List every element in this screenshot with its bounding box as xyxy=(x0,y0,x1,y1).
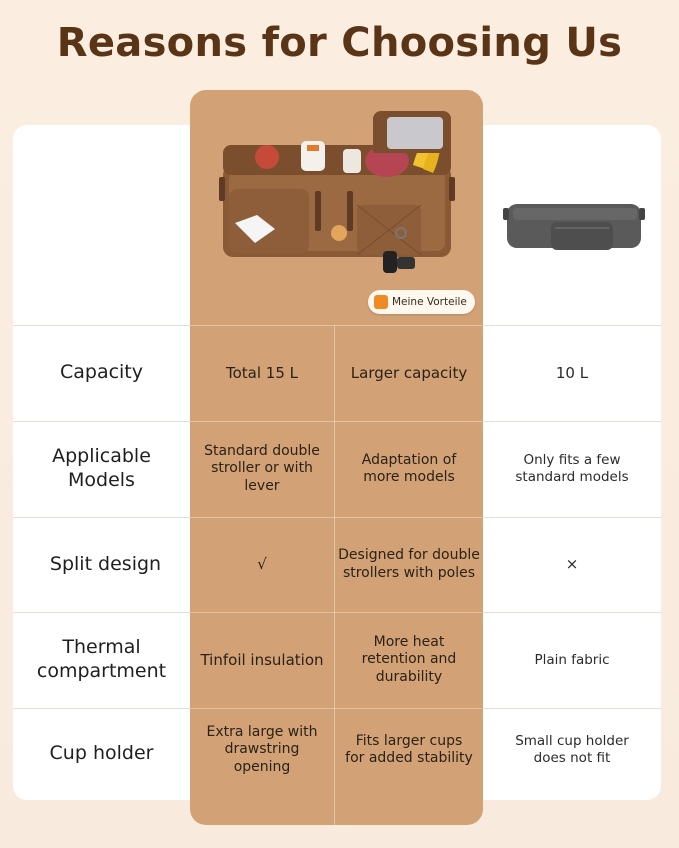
row-label-cup-holder: Cup holder xyxy=(49,742,154,765)
ours-benefit-cup-holder: Fits larger cups for added stability xyxy=(345,732,473,766)
row-label-split-design: Split design xyxy=(49,552,162,575)
page-title: Reasons for Choosing Us xyxy=(56,20,623,66)
ours-feature-split-design: √ xyxy=(257,555,267,574)
other-cup-holder: Small cup holder does not fit xyxy=(515,733,629,766)
ours-benefit-applicable-models: Adaptation of more models xyxy=(361,451,457,485)
badge-label: Meine Vorteile xyxy=(392,296,467,308)
brown-stroller-organizer-image xyxy=(215,105,460,290)
row-label-applicable-models: Applicable Models xyxy=(52,445,151,491)
ours-benefit-capacity: Larger capacity xyxy=(350,363,468,382)
ours-feature-thermal-compartment: Tinfoil insulation xyxy=(200,650,324,669)
ours-feature-cup-holder: Extra large with drawstring opening xyxy=(206,723,318,775)
other-capacity: 10 L xyxy=(555,363,589,382)
ours-benefit-thermal-compartment: More heat retention and durability xyxy=(361,633,457,685)
other-thermal-compartment: Plain fabric xyxy=(534,651,610,668)
ours-benefit-split-design: Designed for double strollers with poles xyxy=(338,547,480,581)
other-applicable-models: Only fits a few standard models xyxy=(515,452,629,485)
ours-feature-capacity: Total 15 L xyxy=(225,363,298,382)
row-label-capacity: Capacity xyxy=(59,361,144,384)
ours-feature-applicable-models: Standard double stroller or with lever xyxy=(204,442,320,494)
thumbs-up-icon xyxy=(374,295,388,309)
meine-vorteile-badge xyxy=(368,290,475,314)
gray-stroller-organizer-image xyxy=(503,198,645,260)
row-label-thermal-compartment: Thermal compartment xyxy=(36,636,167,682)
other-split-design: × xyxy=(565,555,579,574)
